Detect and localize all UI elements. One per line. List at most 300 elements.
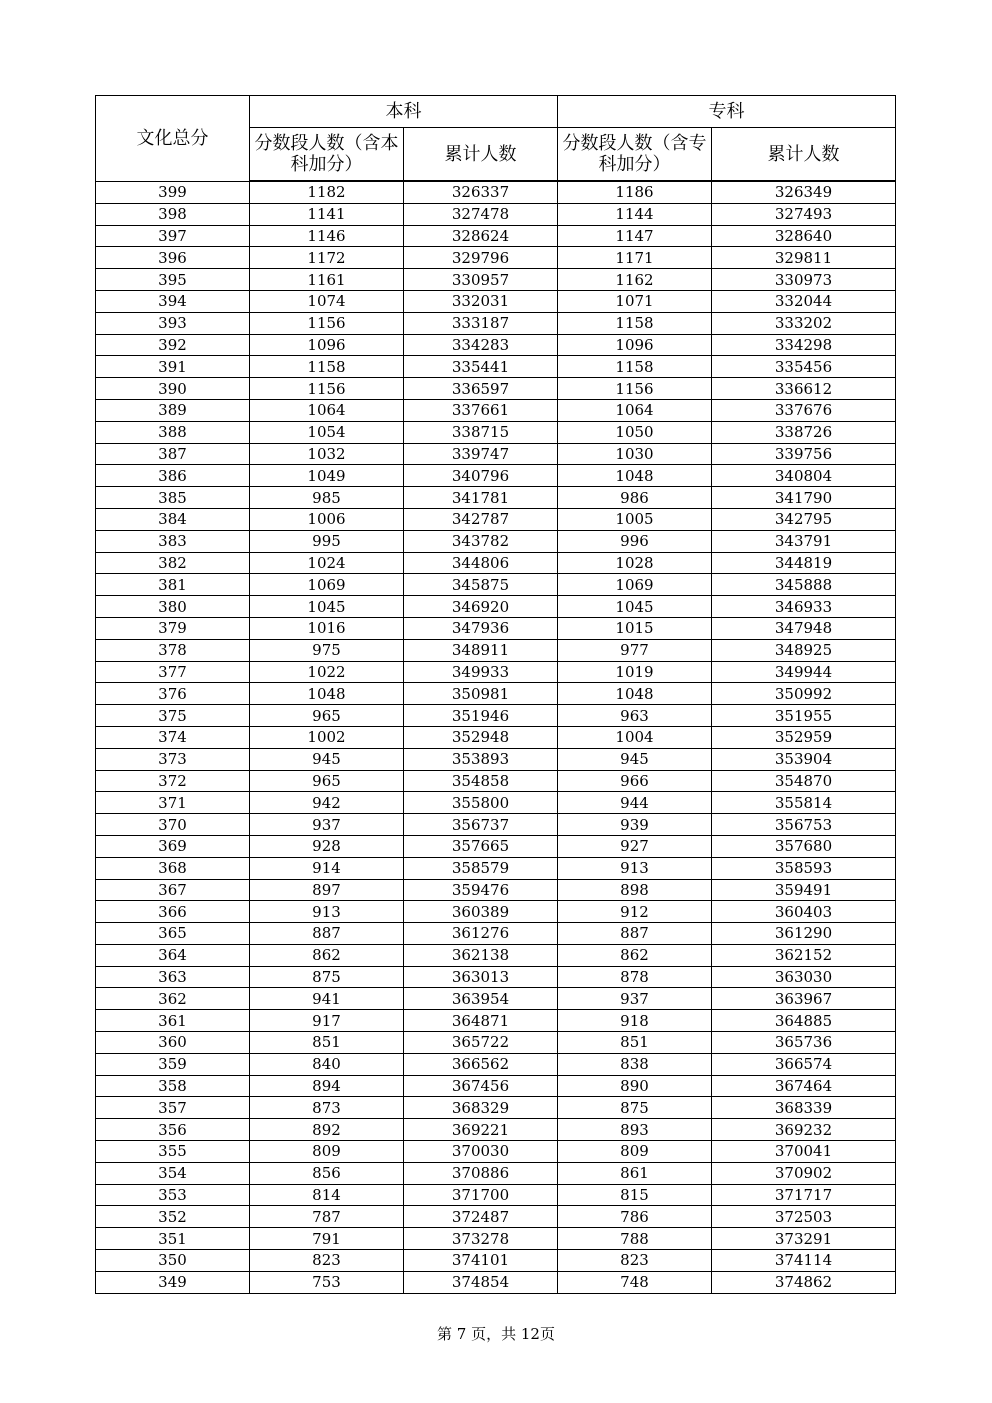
benke-cumulative-cell: 348911 xyxy=(404,639,558,661)
table-row xyxy=(96,1141,896,1163)
table-row xyxy=(96,530,896,552)
benke-cumulative-cell: 338715 xyxy=(404,421,558,443)
benke-count-cell: 809 xyxy=(250,1141,404,1163)
benke-count-cell: 894 xyxy=(250,1075,404,1097)
table-row xyxy=(96,1184,896,1206)
table-row xyxy=(96,1097,896,1119)
zhuanke-count-cell: 788 xyxy=(558,1228,712,1250)
table-row xyxy=(96,508,896,530)
score-cell: 374 xyxy=(96,726,250,748)
benke-cumulative-cell: 351946 xyxy=(404,705,558,727)
zhuanke-count-cell: 1162 xyxy=(558,269,712,291)
zhuanke-count-cell: 1156 xyxy=(558,378,712,400)
zhuanke-cumulative-cell: 372503 xyxy=(712,1206,896,1228)
score-cell: 358 xyxy=(96,1075,250,1097)
benke-count-cell: 965 xyxy=(250,705,404,727)
zhuanke-cumulative-cell: 364885 xyxy=(712,1010,896,1032)
benke-cumulative-cell: 342787 xyxy=(404,508,558,530)
zhuanke-cumulative-cell: 347948 xyxy=(712,617,896,639)
benke-count-cell: 1158 xyxy=(250,356,404,378)
table-row xyxy=(96,225,896,247)
score-cell: 377 xyxy=(96,661,250,683)
zhuanke-cumulative-cell: 358593 xyxy=(712,857,896,879)
benke-count-cell: 787 xyxy=(250,1206,404,1228)
header-zhuanke-count: 分数段人数（含专科加分） xyxy=(558,128,712,182)
zhuanke-cumulative-cell: 343791 xyxy=(712,530,896,552)
table-body xyxy=(96,181,896,1293)
benke-cumulative-cell: 332031 xyxy=(404,290,558,312)
benke-count-cell: 840 xyxy=(250,1053,404,1075)
benke-cumulative-cell: 356737 xyxy=(404,814,558,836)
table-row xyxy=(96,1250,896,1272)
score-cell: 386 xyxy=(96,465,250,487)
table-row xyxy=(96,1010,896,1032)
zhuanke-cumulative-cell: 370902 xyxy=(712,1162,896,1184)
benke-cumulative-cell: 346920 xyxy=(404,596,558,618)
zhuanke-cumulative-cell: 338726 xyxy=(712,421,896,443)
benke-cumulative-cell: 374101 xyxy=(404,1250,558,1272)
zhuanke-count-cell: 918 xyxy=(558,1010,712,1032)
table-row xyxy=(96,465,896,487)
zhuanke-count-cell: 996 xyxy=(558,530,712,552)
zhuanke-count-cell: 1069 xyxy=(558,574,712,596)
table-row xyxy=(96,356,896,378)
benke-cumulative-cell: 350981 xyxy=(404,683,558,705)
header-benke-cumulative: 累计人数 xyxy=(404,128,558,182)
zhuanke-cumulative-cell: 334298 xyxy=(712,334,896,356)
zhuanke-cumulative-cell: 365736 xyxy=(712,1032,896,1054)
benke-count-cell: 942 xyxy=(250,792,404,814)
score-cell: 355 xyxy=(96,1141,250,1163)
zhuanke-count-cell: 809 xyxy=(558,1141,712,1163)
zhuanke-count-cell: 786 xyxy=(558,1206,712,1228)
zhuanke-cumulative-cell: 367464 xyxy=(712,1075,896,1097)
benke-count-cell: 1049 xyxy=(250,465,404,487)
zhuanke-cumulative-cell: 373291 xyxy=(712,1228,896,1250)
benke-count-cell: 928 xyxy=(250,835,404,857)
score-cell: 384 xyxy=(96,508,250,530)
zhuanke-count-cell: 1096 xyxy=(558,334,712,356)
score-cell: 395 xyxy=(96,269,250,291)
benke-count-cell: 1156 xyxy=(250,312,404,334)
benke-count-cell: 1024 xyxy=(250,552,404,574)
table-row xyxy=(96,596,896,618)
benke-count-cell: 823 xyxy=(250,1250,404,1272)
zhuanke-count-cell: 861 xyxy=(558,1162,712,1184)
score-cell: 399 xyxy=(96,181,250,203)
zhuanke-count-cell: 862 xyxy=(558,944,712,966)
score-cell: 368 xyxy=(96,857,250,879)
benke-count-cell: 995 xyxy=(250,530,404,552)
zhuanke-cumulative-cell: 337676 xyxy=(712,399,896,421)
benke-cumulative-cell: 326337 xyxy=(404,181,558,203)
benke-count-cell: 753 xyxy=(250,1271,404,1293)
zhuanke-cumulative-cell: 362152 xyxy=(712,944,896,966)
table-row xyxy=(96,552,896,574)
zhuanke-count-cell: 1005 xyxy=(558,508,712,530)
benke-cumulative-cell: 373278 xyxy=(404,1228,558,1250)
zhuanke-cumulative-cell: 354870 xyxy=(712,770,896,792)
zhuanke-count-cell: 1064 xyxy=(558,399,712,421)
score-cell: 397 xyxy=(96,225,250,247)
zhuanke-cumulative-cell: 346933 xyxy=(712,596,896,618)
benke-count-cell: 1022 xyxy=(250,661,404,683)
zhuanke-cumulative-cell: 361290 xyxy=(712,923,896,945)
zhuanke-cumulative-cell: 355814 xyxy=(712,792,896,814)
score-cell: 392 xyxy=(96,334,250,356)
zhuanke-cumulative-cell: 340804 xyxy=(712,465,896,487)
table-row xyxy=(96,247,896,269)
zhuanke-count-cell: 944 xyxy=(558,792,712,814)
benke-count-cell: 1032 xyxy=(250,443,404,465)
table-row xyxy=(96,1271,896,1293)
score-cell: 360 xyxy=(96,1032,250,1054)
score-cell: 370 xyxy=(96,814,250,836)
score-cell: 390 xyxy=(96,378,250,400)
score-cell: 389 xyxy=(96,399,250,421)
score-cell: 365 xyxy=(96,923,250,945)
benke-count-cell: 917 xyxy=(250,1010,404,1032)
benke-count-cell: 875 xyxy=(250,966,404,988)
score-cell: 378 xyxy=(96,639,250,661)
zhuanke-count-cell: 986 xyxy=(558,487,712,509)
zhuanke-cumulative-cell: 350992 xyxy=(712,683,896,705)
table-row xyxy=(96,1032,896,1054)
benke-count-cell: 945 xyxy=(250,748,404,770)
benke-count-cell: 814 xyxy=(250,1184,404,1206)
zhuanke-count-cell: 1144 xyxy=(558,203,712,225)
table-row xyxy=(96,421,896,443)
page-footer: 第 7 页，共 12页 xyxy=(437,1325,555,1343)
table-row xyxy=(96,770,896,792)
benke-count-cell: 1182 xyxy=(250,181,404,203)
table-row xyxy=(96,835,896,857)
benke-count-cell: 1016 xyxy=(250,617,404,639)
header-benke: 本科 xyxy=(250,96,558,128)
score-cell: 398 xyxy=(96,203,250,225)
table-row xyxy=(96,203,896,225)
benke-count-cell: 1172 xyxy=(250,247,404,269)
zhuanke-cumulative-cell: 374862 xyxy=(712,1271,896,1293)
table-row xyxy=(96,901,896,923)
zhuanke-cumulative-cell: 368339 xyxy=(712,1097,896,1119)
zhuanke-count-cell: 1048 xyxy=(558,683,712,705)
benke-count-cell: 1006 xyxy=(250,508,404,530)
zhuanke-count-cell: 890 xyxy=(558,1075,712,1097)
zhuanke-cumulative-cell: 369232 xyxy=(712,1119,896,1141)
benke-cumulative-cell: 353893 xyxy=(404,748,558,770)
score-cell: 391 xyxy=(96,356,250,378)
score-cell: 351 xyxy=(96,1228,250,1250)
benke-cumulative-cell: 370886 xyxy=(404,1162,558,1184)
benke-count-cell: 892 xyxy=(250,1119,404,1141)
benke-cumulative-cell: 370030 xyxy=(404,1141,558,1163)
benke-count-cell: 937 xyxy=(250,814,404,836)
benke-cumulative-cell: 364871 xyxy=(404,1010,558,1032)
table-row xyxy=(96,988,896,1010)
table-row xyxy=(96,1228,896,1250)
score-cell: 375 xyxy=(96,705,250,727)
header-benke-count: 分数段人数（含本科加分） xyxy=(250,128,404,182)
score-cell: 379 xyxy=(96,617,250,639)
zhuanke-count-cell: 887 xyxy=(558,923,712,945)
score-cell: 388 xyxy=(96,421,250,443)
score-cell: 373 xyxy=(96,748,250,770)
score-cell: 396 xyxy=(96,247,250,269)
benke-count-cell: 862 xyxy=(250,944,404,966)
score-cell: 353 xyxy=(96,1184,250,1206)
score-cell: 352 xyxy=(96,1206,250,1228)
benke-count-cell: 873 xyxy=(250,1097,404,1119)
benke-count-cell: 1146 xyxy=(250,225,404,247)
zhuanke-cumulative-cell: 357680 xyxy=(712,835,896,857)
zhuanke-cumulative-cell: 344819 xyxy=(712,552,896,574)
zhuanke-cumulative-cell: 370041 xyxy=(712,1141,896,1163)
benke-cumulative-cell: 374854 xyxy=(404,1271,558,1293)
zhuanke-cumulative-cell: 356753 xyxy=(712,814,896,836)
table-row xyxy=(96,879,896,901)
zhuanke-count-cell: 963 xyxy=(558,705,712,727)
zhuanke-count-cell: 838 xyxy=(558,1053,712,1075)
zhuanke-cumulative-cell: 351955 xyxy=(712,705,896,727)
zhuanke-count-cell: 898 xyxy=(558,879,712,901)
benke-cumulative-cell: 329796 xyxy=(404,247,558,269)
zhuanke-cumulative-cell: 363967 xyxy=(712,988,896,1010)
benke-count-cell: 897 xyxy=(250,879,404,901)
score-distribution-table xyxy=(95,95,896,1294)
zhuanke-count-cell: 1028 xyxy=(558,552,712,574)
zhuanke-count-cell: 1050 xyxy=(558,421,712,443)
benke-cumulative-cell: 334283 xyxy=(404,334,558,356)
zhuanke-count-cell: 977 xyxy=(558,639,712,661)
zhuanke-cumulative-cell: 360403 xyxy=(712,901,896,923)
table-row xyxy=(96,1162,896,1184)
score-cell: 361 xyxy=(96,1010,250,1032)
benke-cumulative-cell: 362138 xyxy=(404,944,558,966)
table-row xyxy=(96,574,896,596)
zhuanke-cumulative-cell: 366574 xyxy=(712,1053,896,1075)
zhuanke-count-cell: 912 xyxy=(558,901,712,923)
benke-count-cell: 887 xyxy=(250,923,404,945)
benke-cumulative-cell: 363013 xyxy=(404,966,558,988)
benke-count-cell: 1074 xyxy=(250,290,404,312)
benke-count-cell: 1048 xyxy=(250,683,404,705)
zhuanke-cumulative-cell: 327493 xyxy=(712,203,896,225)
score-cell: 376 xyxy=(96,683,250,705)
header-zhuanke: 专科 xyxy=(558,96,896,128)
benke-cumulative-cell: 365722 xyxy=(404,1032,558,1054)
score-cell: 385 xyxy=(96,487,250,509)
zhuanke-count-cell: 851 xyxy=(558,1032,712,1054)
header-zhuanke-cumulative: 累计人数 xyxy=(712,128,896,182)
zhuanke-cumulative-cell: 330973 xyxy=(712,269,896,291)
zhuanke-count-cell: 1147 xyxy=(558,225,712,247)
score-cell: 363 xyxy=(96,966,250,988)
table-row xyxy=(96,1053,896,1075)
zhuanke-count-cell: 1030 xyxy=(558,443,712,465)
benke-count-cell: 791 xyxy=(250,1228,404,1250)
benke-cumulative-cell: 349933 xyxy=(404,661,558,683)
benke-cumulative-cell: 337661 xyxy=(404,399,558,421)
benke-count-cell: 985 xyxy=(250,487,404,509)
benke-count-cell: 965 xyxy=(250,770,404,792)
benke-cumulative-cell: 357665 xyxy=(404,835,558,857)
benke-cumulative-cell: 336597 xyxy=(404,378,558,400)
zhuanke-count-cell: 1015 xyxy=(558,617,712,639)
benke-cumulative-cell: 354858 xyxy=(404,770,558,792)
benke-cumulative-cell: 347936 xyxy=(404,617,558,639)
zhuanke-count-cell: 937 xyxy=(558,988,712,1010)
zhuanke-count-cell: 748 xyxy=(558,1271,712,1293)
table-row xyxy=(96,1119,896,1141)
benke-cumulative-cell: 363954 xyxy=(404,988,558,1010)
zhuanke-cumulative-cell: 349944 xyxy=(712,661,896,683)
zhuanke-count-cell: 1071 xyxy=(558,290,712,312)
score-cell: 350 xyxy=(96,1250,250,1272)
table-row xyxy=(96,857,896,879)
table-row xyxy=(96,748,896,770)
benke-cumulative-cell: 328624 xyxy=(404,225,558,247)
zhuanke-count-cell: 1171 xyxy=(558,247,712,269)
zhuanke-count-cell: 1186 xyxy=(558,181,712,203)
score-cell: 357 xyxy=(96,1097,250,1119)
table-row xyxy=(96,334,896,356)
score-cell: 372 xyxy=(96,770,250,792)
table-row xyxy=(96,726,896,748)
table-row xyxy=(96,639,896,661)
zhuanke-count-cell: 927 xyxy=(558,835,712,857)
score-cell: 382 xyxy=(96,552,250,574)
table-row xyxy=(96,661,896,683)
benke-count-cell: 913 xyxy=(250,901,404,923)
benke-cumulative-cell: 333187 xyxy=(404,312,558,334)
table-row xyxy=(96,269,896,291)
benke-count-cell: 1054 xyxy=(250,421,404,443)
benke-cumulative-cell: 345875 xyxy=(404,574,558,596)
benke-count-cell: 1069 xyxy=(250,574,404,596)
score-cell: 369 xyxy=(96,835,250,857)
zhuanke-cumulative-cell: 339756 xyxy=(712,443,896,465)
benke-count-cell: 856 xyxy=(250,1162,404,1184)
zhuanke-cumulative-cell: 332044 xyxy=(712,290,896,312)
table-row xyxy=(96,399,896,421)
score-cell: 387 xyxy=(96,443,250,465)
zhuanke-count-cell: 1004 xyxy=(558,726,712,748)
zhuanke-count-cell: 878 xyxy=(558,966,712,988)
zhuanke-cumulative-cell: 326349 xyxy=(712,181,896,203)
zhuanke-cumulative-cell: 353904 xyxy=(712,748,896,770)
table-row xyxy=(96,487,896,509)
benke-count-cell: 1161 xyxy=(250,269,404,291)
benke-cumulative-cell: 358579 xyxy=(404,857,558,879)
benke-count-cell: 1156 xyxy=(250,378,404,400)
benke-count-cell: 1045 xyxy=(250,596,404,618)
benke-cumulative-cell: 368329 xyxy=(404,1097,558,1119)
zhuanke-count-cell: 893 xyxy=(558,1119,712,1141)
table-row xyxy=(96,312,896,334)
score-cell: 394 xyxy=(96,290,250,312)
table-row xyxy=(96,378,896,400)
table-row xyxy=(96,944,896,966)
score-cell: 371 xyxy=(96,792,250,814)
table-row xyxy=(96,443,896,465)
zhuanke-count-cell: 1158 xyxy=(558,312,712,334)
table-row xyxy=(96,705,896,727)
benke-cumulative-cell: 352948 xyxy=(404,726,558,748)
zhuanke-cumulative-cell: 352959 xyxy=(712,726,896,748)
table-row xyxy=(96,181,896,203)
zhuanke-cumulative-cell: 336612 xyxy=(712,378,896,400)
benke-count-cell: 851 xyxy=(250,1032,404,1054)
zhuanke-cumulative-cell: 329811 xyxy=(712,247,896,269)
zhuanke-count-cell: 1048 xyxy=(558,465,712,487)
benke-cumulative-cell: 369221 xyxy=(404,1119,558,1141)
table-row xyxy=(96,683,896,705)
zhuanke-cumulative-cell: 328640 xyxy=(712,225,896,247)
benke-count-cell: 941 xyxy=(250,988,404,1010)
table-row xyxy=(96,290,896,312)
zhuanke-count-cell: 823 xyxy=(558,1250,712,1272)
zhuanke-count-cell: 939 xyxy=(558,814,712,836)
score-cell: 393 xyxy=(96,312,250,334)
score-cell: 366 xyxy=(96,901,250,923)
zhuanke-cumulative-cell: 341790 xyxy=(712,487,896,509)
zhuanke-cumulative-cell: 333202 xyxy=(712,312,896,334)
score-cell: 381 xyxy=(96,574,250,596)
table-row xyxy=(96,966,896,988)
zhuanke-count-cell: 913 xyxy=(558,857,712,879)
zhuanke-cumulative-cell: 363030 xyxy=(712,966,896,988)
benke-cumulative-cell: 361276 xyxy=(404,923,558,945)
benke-count-cell: 1096 xyxy=(250,334,404,356)
zhuanke-count-cell: 815 xyxy=(558,1184,712,1206)
benke-cumulative-cell: 344806 xyxy=(404,552,558,574)
score-cell: 364 xyxy=(96,944,250,966)
table-row xyxy=(96,617,896,639)
zhuanke-cumulative-cell: 345888 xyxy=(712,574,896,596)
benke-count-cell: 975 xyxy=(250,639,404,661)
zhuanke-cumulative-cell: 348925 xyxy=(712,639,896,661)
benke-cumulative-cell: 359476 xyxy=(404,879,558,901)
benke-count-cell: 1141 xyxy=(250,203,404,225)
benke-cumulative-cell: 343782 xyxy=(404,530,558,552)
score-cell: 367 xyxy=(96,879,250,901)
table-row xyxy=(96,1075,896,1097)
benke-count-cell: 1002 xyxy=(250,726,404,748)
score-cell: 349 xyxy=(96,1271,250,1293)
table-row xyxy=(96,1206,896,1228)
zhuanke-cumulative-cell: 335456 xyxy=(712,356,896,378)
benke-cumulative-cell: 372487 xyxy=(404,1206,558,1228)
benke-cumulative-cell: 327478 xyxy=(404,203,558,225)
benke-cumulative-cell: 367456 xyxy=(404,1075,558,1097)
zhuanke-count-cell: 945 xyxy=(558,748,712,770)
zhuanke-cumulative-cell: 359491 xyxy=(712,879,896,901)
score-cell: 380 xyxy=(96,596,250,618)
zhuanke-cumulative-cell: 342795 xyxy=(712,508,896,530)
table-row xyxy=(96,814,896,836)
benke-cumulative-cell: 340796 xyxy=(404,465,558,487)
header-score: 文化总分 xyxy=(96,96,250,182)
benke-cumulative-cell: 339747 xyxy=(404,443,558,465)
zhuanke-count-cell: 875 xyxy=(558,1097,712,1119)
zhuanke-cumulative-cell: 374114 xyxy=(712,1250,896,1272)
benke-cumulative-cell: 341781 xyxy=(404,487,558,509)
zhuanke-count-cell: 966 xyxy=(558,770,712,792)
benke-cumulative-cell: 355800 xyxy=(404,792,558,814)
benke-cumulative-cell: 366562 xyxy=(404,1053,558,1075)
benke-count-cell: 914 xyxy=(250,857,404,879)
